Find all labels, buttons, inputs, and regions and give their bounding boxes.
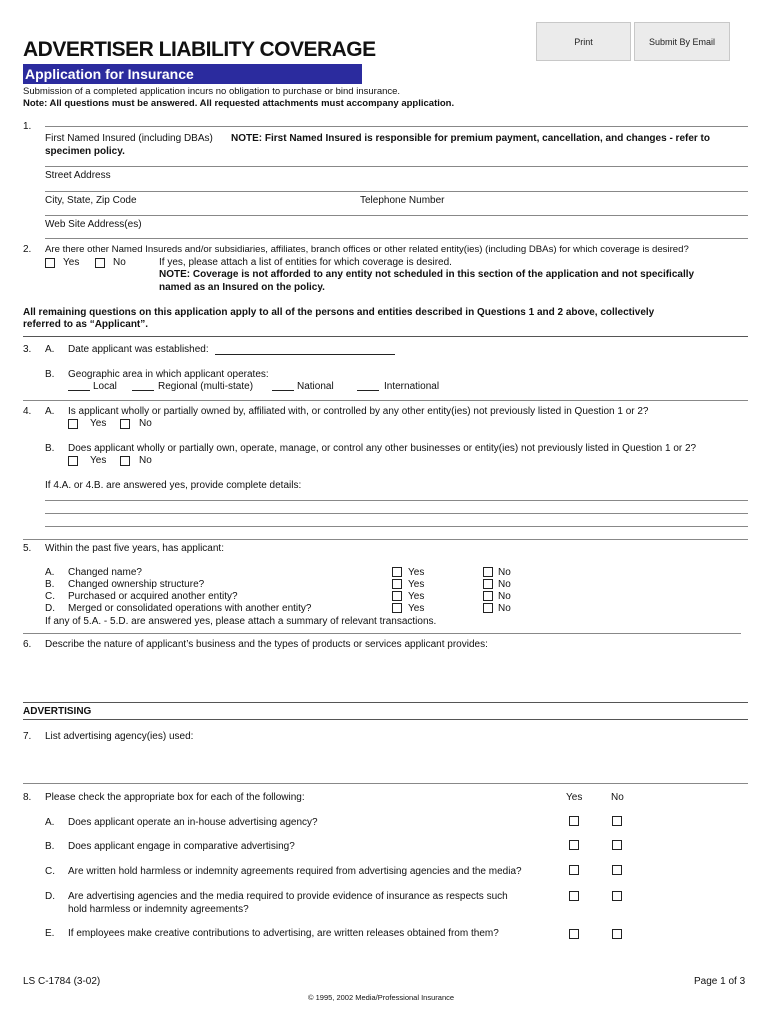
q2-note-continued: named as an Insured on the policy. (159, 282, 325, 293)
q5b-yes-checkbox[interactable] (392, 579, 402, 589)
submit-by-email-button[interactable]: Submit By Email (634, 22, 730, 61)
applicant-definition-continued: referred to as “Applicant”. (23, 319, 149, 330)
q5d-yes-checkbox[interactable] (392, 603, 402, 613)
q5c-yes-checkbox[interactable] (392, 591, 402, 601)
q2-text: Are there other Named Insureds and/or subsidiaries, affiliates, branch offices or other related entity(ies) (including DBAs) for which coverage is desired? (45, 244, 689, 255)
divider (23, 400, 748, 401)
q4a-yes-checkbox[interactable] (68, 419, 78, 429)
q3a-text: Date applicant was established: (68, 344, 209, 355)
q8b-text: Does applicant engage in comparative advertising? (68, 841, 295, 852)
q8d-text-continued: hold harmless or indemnity agreements? (68, 904, 249, 915)
national-blank[interactable] (272, 390, 294, 391)
q5d-text: Merged or consolidated operations with another entity? (68, 603, 312, 614)
street-address-field[interactable] (45, 166, 748, 167)
q8d-yes-checkbox[interactable] (569, 891, 579, 901)
q5d-no-label: No (498, 603, 511, 614)
q5-intro: Within the past five years, has applicant: (45, 543, 224, 554)
copyright: © 1995, 2002 Media/Professional Insurance (308, 993, 455, 1002)
q5b-no-label: No (498, 579, 511, 590)
q4a-letter: A. (45, 406, 55, 417)
q5a-no-label: No (498, 567, 511, 578)
city-state-zip-label: City, State, Zip Code (45, 195, 137, 206)
advertising-heading: ADVERTISING (23, 706, 92, 717)
website-label: Web Site Address(es) (45, 219, 142, 230)
q2-no-checkbox[interactable] (95, 258, 105, 268)
q6-text: Describe the nature of applicant’s business and the types of products or services applicant provides: (45, 639, 488, 650)
insured-name-field[interactable] (45, 126, 748, 127)
q6-number: 6. (23, 639, 32, 650)
q5d-yes-label: Yes (408, 603, 425, 614)
q8a-text: Does applicant operate an in-house advertising agency? (68, 817, 318, 828)
q5c-text: Purchased or acquired another entity? (68, 591, 238, 602)
q8b-letter: B. (45, 841, 55, 852)
q4b-text: Does applicant wholly or partially own, operate, manage, or control any other businesses or entity(ies) not previously listed in Question 1 or 2? (68, 443, 697, 454)
section-divider (23, 702, 748, 703)
form-title: ADVERTISER LIABILITY COVERAGE (23, 38, 376, 61)
q5d-no-checkbox[interactable] (483, 603, 493, 613)
advertising-agencies-field[interactable] (45, 745, 745, 781)
q5b-yes-label: Yes (408, 579, 425, 590)
q5d-letter: D. (45, 603, 55, 614)
divider (23, 539, 748, 540)
q5c-letter: C. (45, 591, 55, 602)
q8-text: Please check the appropriate box for each of the following: (45, 792, 305, 803)
city-state-zip-field[interactable] (45, 191, 748, 192)
intro-note: Note: All questions must be answered. All requested attachments must accompany application. (23, 98, 455, 109)
section-divider (23, 336, 748, 337)
q2-note: NOTE: Coverage is not afforded to any entity not scheduled in this section of the application and not specifically (159, 269, 695, 280)
q8b-yes-checkbox[interactable] (569, 840, 579, 850)
q5a-yes-label: Yes (408, 567, 425, 578)
date-established-field[interactable] (215, 354, 395, 355)
intro-line: Submission of a completed application incurs no obligation to purchase or bind insurance. (23, 86, 401, 97)
q5a-text: Changed name? (68, 567, 142, 578)
divider (23, 633, 741, 634)
q5-footer: If any of 5.A. - 5.D. are answered yes, please attach a summary of relevant transactions. (45, 616, 437, 627)
regional-blank[interactable] (132, 390, 154, 391)
divider (23, 783, 748, 784)
q8d-no-checkbox[interactable] (612, 891, 622, 901)
q5b-no-checkbox[interactable] (483, 579, 493, 589)
q2-yes-label: Yes (63, 257, 80, 268)
q2-number: 2. (23, 244, 32, 255)
q4b-yes-label: Yes (90, 455, 107, 466)
q8c-yes-checkbox[interactable] (569, 865, 579, 875)
q5c-no-label: No (498, 591, 511, 602)
q3a-letter: A. (45, 344, 55, 355)
details-line[interactable] (45, 500, 748, 501)
form-id: LS C-1784 (3-02) (23, 976, 101, 987)
telephone-label: Telephone Number (360, 195, 445, 206)
page-number: Page 1 of 3 (694, 976, 746, 987)
local-blank[interactable] (68, 390, 90, 391)
q4b-letter: B. (45, 443, 55, 454)
details-line[interactable] (45, 513, 748, 514)
q8-yes-header: Yes (566, 792, 583, 803)
q3b-letter: B. (45, 369, 55, 380)
q1-note-continued: specimen policy. (45, 146, 125, 157)
q8e-letter: E. (45, 928, 55, 939)
q4a-no-label: No (139, 418, 152, 429)
q4b-yes-checkbox[interactable] (68, 456, 78, 466)
q8d-text: Are advertising agencies and the media required to provide evidence of insurance as respects such (68, 891, 508, 902)
q8e-text: If employees make creative contributions to advertising, are written releases obtained from them? (68, 928, 499, 939)
q2-yes-checkbox[interactable] (45, 258, 55, 268)
national-label: National (297, 381, 334, 392)
q2-no-label: No (113, 257, 126, 268)
q4b-no-label: No (139, 455, 152, 466)
q5c-yes-label: Yes (408, 591, 425, 602)
q5c-no-checkbox[interactable] (483, 591, 493, 601)
q5b-letter: B. (45, 579, 55, 590)
q8d-letter: D. (45, 891, 55, 902)
q8b-no-checkbox[interactable] (612, 840, 622, 850)
q8a-yes-checkbox[interactable] (569, 816, 579, 826)
q8e-yes-checkbox[interactable] (569, 929, 579, 939)
q8c-letter: C. (45, 866, 55, 877)
q1-label: First Named Insured (including DBAs) (45, 133, 213, 144)
q1-number: 1. (23, 121, 32, 132)
local-label: Local (93, 381, 117, 392)
print-button[interactable]: Print (536, 22, 631, 61)
q8a-no-checkbox[interactable] (612, 816, 622, 826)
website-field[interactable] (45, 215, 748, 216)
details-line[interactable] (45, 526, 748, 527)
q4-details-label: If 4.A. or 4.B. are answered yes, provide complete details: (45, 480, 302, 491)
q5a-no-checkbox[interactable] (483, 567, 493, 577)
q7-text: List advertising agency(ies) used: (45, 731, 194, 742)
q5a-yes-checkbox[interactable] (392, 567, 402, 577)
applicant-definition: All remaining questions on this application apply to all of the persons and entities described in Questions 1 and 2 above, collectively (23, 307, 655, 318)
q4b-no-checkbox[interactable] (120, 456, 130, 466)
form-subtitle-banner: Application for Insurance (23, 64, 362, 84)
q4a-yes-label: Yes (90, 418, 107, 429)
q4a-text: Is applicant wholly or partially owned by, affiliated with, or controlled by any other entity(ies) not previously listed in Question 1 or 2? (68, 406, 649, 417)
regional-label: Regional (multi-state) (158, 381, 254, 392)
q8a-letter: A. (45, 817, 55, 828)
q3b-text: Geographic area in which applicant operates: (68, 369, 269, 380)
q4a-no-checkbox[interactable] (120, 419, 130, 429)
q8-no-header: No (611, 792, 624, 803)
section-divider (23, 719, 748, 720)
q8-number: 8. (23, 792, 32, 803)
q5a-letter: A. (45, 567, 55, 578)
q5-number: 5. (23, 543, 32, 554)
q8e-no-checkbox[interactable] (612, 929, 622, 939)
q2-attach-instruction: If yes, please attach a list of entities for which coverage is desired. (159, 257, 452, 268)
q8c-text: Are written hold harmless or indemnity agreements required from advertising agencies and the media? (68, 866, 522, 877)
international-label: International (384, 381, 440, 392)
q7-number: 7. (23, 731, 32, 742)
q3-number: 3. (23, 344, 32, 355)
divider (45, 238, 748, 239)
q5b-text: Changed ownership structure? (68, 579, 205, 590)
q4-number: 4. (23, 406, 32, 417)
q1-note: NOTE: First Named Insured is responsible for premium payment, cancellation, and changes - refer to (231, 133, 710, 144)
business-description-field[interactable] (45, 655, 745, 695)
international-blank[interactable] (357, 390, 379, 391)
q8c-no-checkbox[interactable] (612, 865, 622, 875)
street-address-label: Street Address (45, 170, 111, 181)
